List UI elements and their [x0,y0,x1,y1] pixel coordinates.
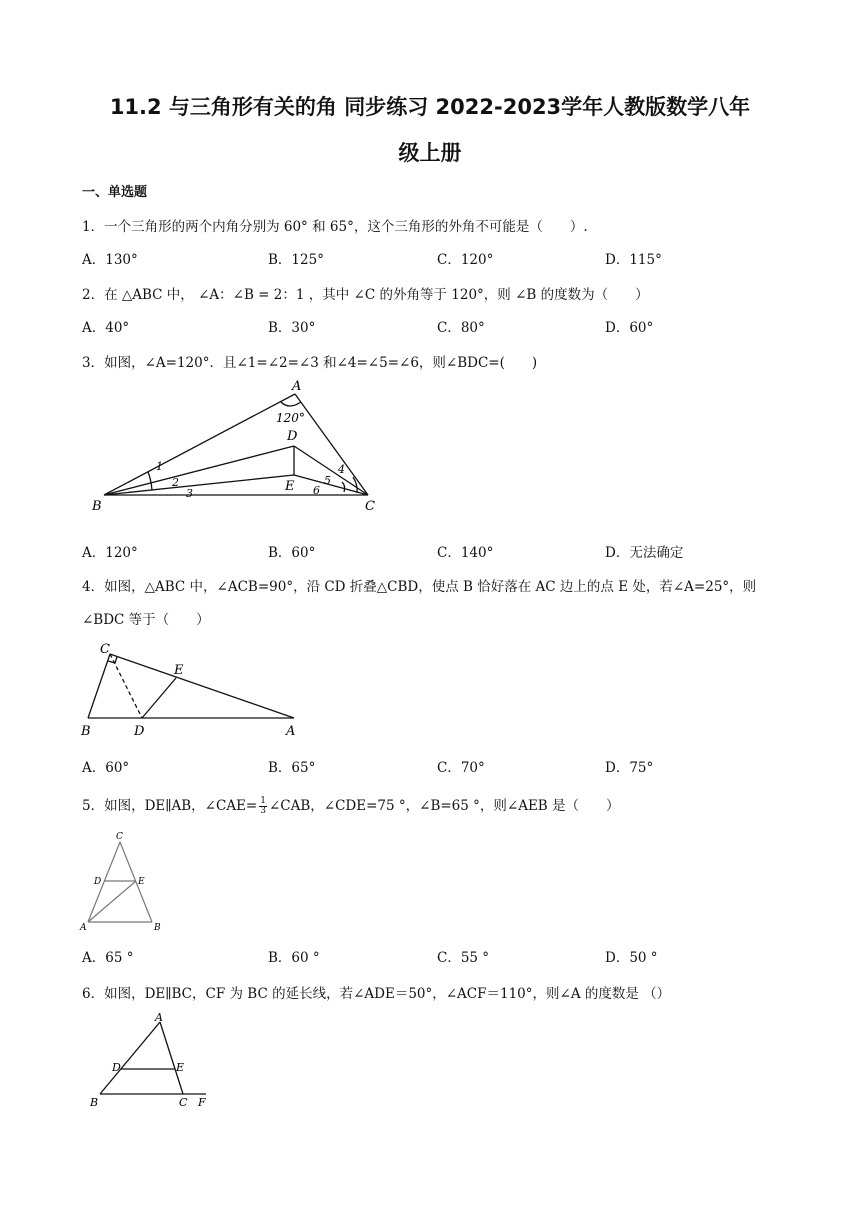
segment-cb [88,654,110,718]
label-c: C [365,499,375,514]
question-3-option-b: B．60° [268,545,316,561]
label-b: B [90,1096,99,1109]
question-3-option-a: A．120° [82,545,138,561]
question-2-option-c: C．80° [437,320,485,336]
segment-de [142,678,176,718]
segment-ac [295,394,368,495]
question-2-stem: 2．在 △ABC 中， ∠A：∠B = 2：1 ，其中 ∠C 的外角等于 120°，则 ∠B 的度数为（ ） [82,287,649,303]
label-angle-4: 4 [338,463,345,476]
question-4-figure [80,640,310,740]
question-6-stem: 6．如图，DE∥BC，CF 为 BC 的延长线，若∠ADE＝50°，∠ACF＝110°，则∠A 的度数是 （） [82,986,671,1002]
label-d: D [94,877,102,887]
question-1-option-a: A．130° [82,252,138,268]
question-1-option-b: B．125° [268,252,324,268]
page-title-line1: 11.2 与三角形有关的角 同步练习 2022-2023学年人教版数学八年 [109,95,751,119]
question-4-option-a: A．60° [82,760,130,776]
question-1-stem: 1．一个三角形的两个内角分别为 60° 和 65°，这个三角形的外角不可能是（ ）. [82,219,588,235]
label-d: D [287,429,298,444]
question-5-stem [82,794,620,816]
label-b: B [92,499,102,514]
label-e: E [174,663,184,678]
segment-ca [88,842,120,922]
label-angle-1: 1 [156,460,163,473]
label-f: F [198,1096,206,1109]
label-d: D [134,724,145,739]
segment-bd [104,446,294,495]
question-4-option-d: D．75° [605,760,654,776]
question-3-option-d: D．无法确定 [605,545,684,561]
segment-be [104,475,294,495]
question-5-option-a: A．65 ° [82,950,134,966]
label-angle-2: 2 [172,476,179,489]
page-title-line2: 级上册 [398,141,462,165]
angle-1-arc [148,472,152,490]
question-2-option-d: D．60° [605,320,654,336]
label-a: A [292,379,302,394]
label-angle-6: 6 [313,484,320,497]
question-3-option-c: C．140° [437,545,494,561]
label-a: A [80,923,87,933]
label-angle-3: 3 [186,487,193,500]
label-e: E [176,1061,185,1074]
question-4-stem-line1: 4．如图，△ABC 中，∠ACB=90°，沿 CD 折叠△CBD，使点 B 恰好落在 AC 边上的点 E 处，若∠A=25°，则 [82,579,757,595]
label-b: B [81,724,91,739]
question-4-option-c: C．70° [437,760,485,776]
segment-ab [104,394,295,495]
fraction-numerator: 1 [260,796,266,806]
segment-ca [110,654,294,718]
label-c: C [100,642,110,657]
question-3-stem: 3．如图，∠A=120°．且∠1=∠2=∠3 和∠4=∠5=∠6，则∠BDC=( ) [82,355,538,371]
label-angle-5: 5 [324,474,331,487]
question-5-option-c: C．55 ° [437,950,490,966]
segment-ac [160,1022,183,1094]
label-angle-a: 120° [276,411,305,425]
section-heading: 一、单选题 [82,185,148,200]
segment-cb [120,842,152,922]
label-e: E [285,479,295,494]
question-5-stem-pre: 5．如图，DE∥AB，∠CAE= [82,798,258,814]
fraction-one-third [259,797,267,816]
question-6-figure [84,1012,214,1112]
question-1-option-c: C．120° [437,252,494,268]
question-1-option-d: D．115° [605,252,662,268]
question-4-option-b: B．65° [268,760,316,776]
fraction-denominator: 3 [260,806,266,816]
question-2-option-b: B．30° [268,320,316,336]
question-4-stem-line2: ∠BDC 等于（ ） [82,612,210,628]
question-3-figure [82,380,402,520]
question-5-option-b: B．60 ° [268,950,320,966]
question-2-option-a: A．40° [82,320,130,336]
label-c: C [179,1096,188,1109]
segment-ab [100,1022,160,1094]
label-e: E [138,877,145,887]
segment-ae [88,881,136,922]
label-c: C [116,832,123,842]
question-5-stem-post: ∠CAB，∠CDE=75 °，∠B=65 °，则∠AEB 是（ ） [268,798,620,814]
right-angle-mark [108,657,117,663]
angle-5-arc [342,482,345,492]
angle-a-arc [281,402,301,406]
question-5-figure [80,830,170,935]
label-a: A [286,724,296,739]
question-5-option-d: D．50 ° [605,950,658,966]
label-d: D [112,1061,121,1074]
label-b: B [154,923,161,933]
label-a: A [155,1011,163,1024]
